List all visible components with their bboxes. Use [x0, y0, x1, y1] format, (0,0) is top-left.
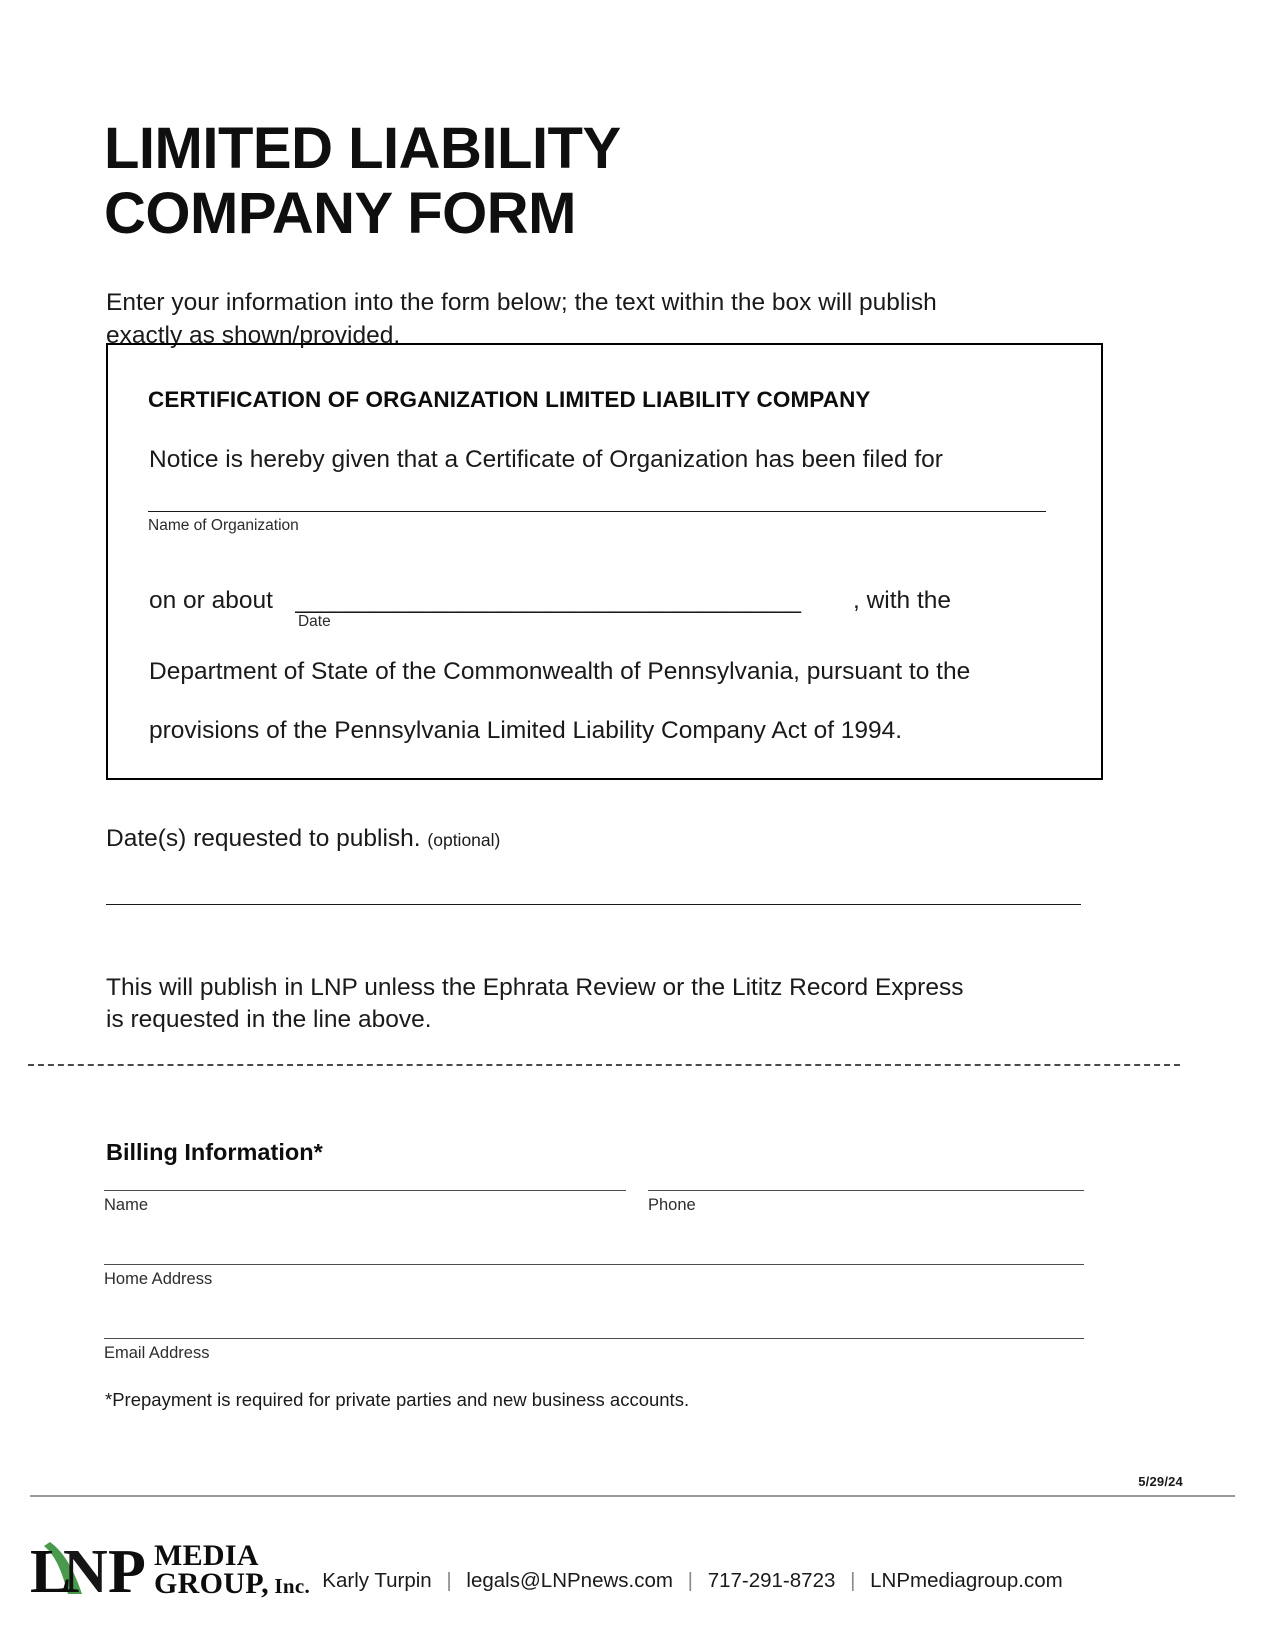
publish-note-line-1: This will publish in LNP unless the Ephrata Review or the Lititz Record Express: [106, 973, 964, 1001]
publish-note-line-2: is requested in the line above.: [106, 1005, 432, 1033]
svg-text:P: P: [108, 1538, 146, 1602]
notice-box: [106, 343, 1103, 780]
notice-box-line-3: Department of State of the Commonwealth of Pennsylvania, pursuant to the: [149, 658, 971, 685]
date-field[interactable]: [294, 587, 843, 630]
notice-box-line-4: provisions of the Pennsylvania Limited Liability Company Act of 1994.: [149, 717, 903, 744]
billing-home-address-field[interactable]: [104, 1264, 1084, 1289]
billing-name-field[interactable]: [104, 1190, 626, 1215]
intro-paragraph: [106, 286, 1036, 352]
on-or-about-label: on or about: [149, 587, 273, 614]
footer-separator-2: |: [687, 1569, 693, 1592]
page-title: [104, 117, 1004, 247]
billing-email-address-label: Email Address: [104, 1344, 210, 1362]
footer-contact-website[interactable]: LNPmediagroup.com: [870, 1569, 1063, 1592]
publish-dates-optional-tag: (optional): [427, 830, 501, 850]
notice-box-line-1: Notice is hereby given that a Certificate of Organization has been filed for: [149, 446, 943, 473]
footer-contact-name: Karly Turpin: [322, 1569, 432, 1592]
date-field-rule: ________________________________________: [294, 587, 800, 614]
footer-separator-3: |: [850, 1569, 856, 1592]
billing-phone-field[interactable]: [648, 1190, 1084, 1215]
organization-name-field[interactable]: [148, 511, 1046, 535]
footer-contact-email[interactable]: legals@LNPnews.com: [466, 1569, 673, 1592]
billing-email-address-field[interactable]: [104, 1338, 1084, 1363]
billing-phone-label: Phone: [648, 1196, 696, 1214]
footer-contact-line: [0, 1569, 1265, 1593]
intro-line-2: exactly as shown/provided.: [106, 321, 401, 349]
date-field-label: Date: [297, 613, 331, 630]
billing-phone-rule: [648, 1190, 1084, 1191]
notice-box-heading: CERTIFICATION OF ORGANIZATION LIMITED LIABILITY COMPANY: [148, 387, 871, 412]
page-title-line-1: LIMITED LIABILITY: [104, 115, 621, 181]
svg-text:N: N: [63, 1538, 108, 1602]
lnp-logo-group-text: GROUP,: [154, 1566, 269, 1600]
with-the-label: , with the: [852, 587, 952, 614]
billing-home-address-rule: [104, 1264, 1084, 1265]
svg-text:L: L: [30, 1538, 72, 1602]
intro-line-1: Enter your information into the form below; the text within the box will publish: [106, 288, 937, 316]
on-or-about-row: [149, 587, 1069, 630]
publish-dates-label-text: Date(s) requested to publish.: [106, 825, 421, 852]
prepayment-note: *Prepayment is required for private parties and new business accounts.: [105, 1389, 690, 1410]
footer-separator-1: |: [446, 1569, 452, 1592]
billing-name-rule: [104, 1190, 626, 1191]
billing-home-address-label: Home Address: [104, 1270, 213, 1288]
footer-contact-phone[interactable]: 717-291-8723: [707, 1569, 836, 1592]
publish-dates-label: [106, 825, 500, 853]
dashed-divider: [28, 1064, 1180, 1066]
organization-name-rule: [148, 511, 1046, 512]
publish-dates-input-rule[interactable]: [106, 904, 1081, 905]
lnp-logo-inc-text: Inc.: [268, 1573, 311, 1598]
organization-name-label: Name of Organization: [148, 517, 299, 534]
billing-information-heading: Billing Information*: [106, 1138, 323, 1165]
billing-email-address-rule: [104, 1338, 1084, 1339]
revision-datestamp: 5/29/24: [1138, 1474, 1183, 1489]
publish-note: [106, 972, 1046, 1037]
billing-name-label: Name: [104, 1196, 149, 1214]
lnp-logo-word-media: MEDIA: [154, 1538, 259, 1572]
page-title-line-2: COMPANY FORM: [104, 180, 576, 246]
footer-divider: [30, 1495, 1235, 1497]
